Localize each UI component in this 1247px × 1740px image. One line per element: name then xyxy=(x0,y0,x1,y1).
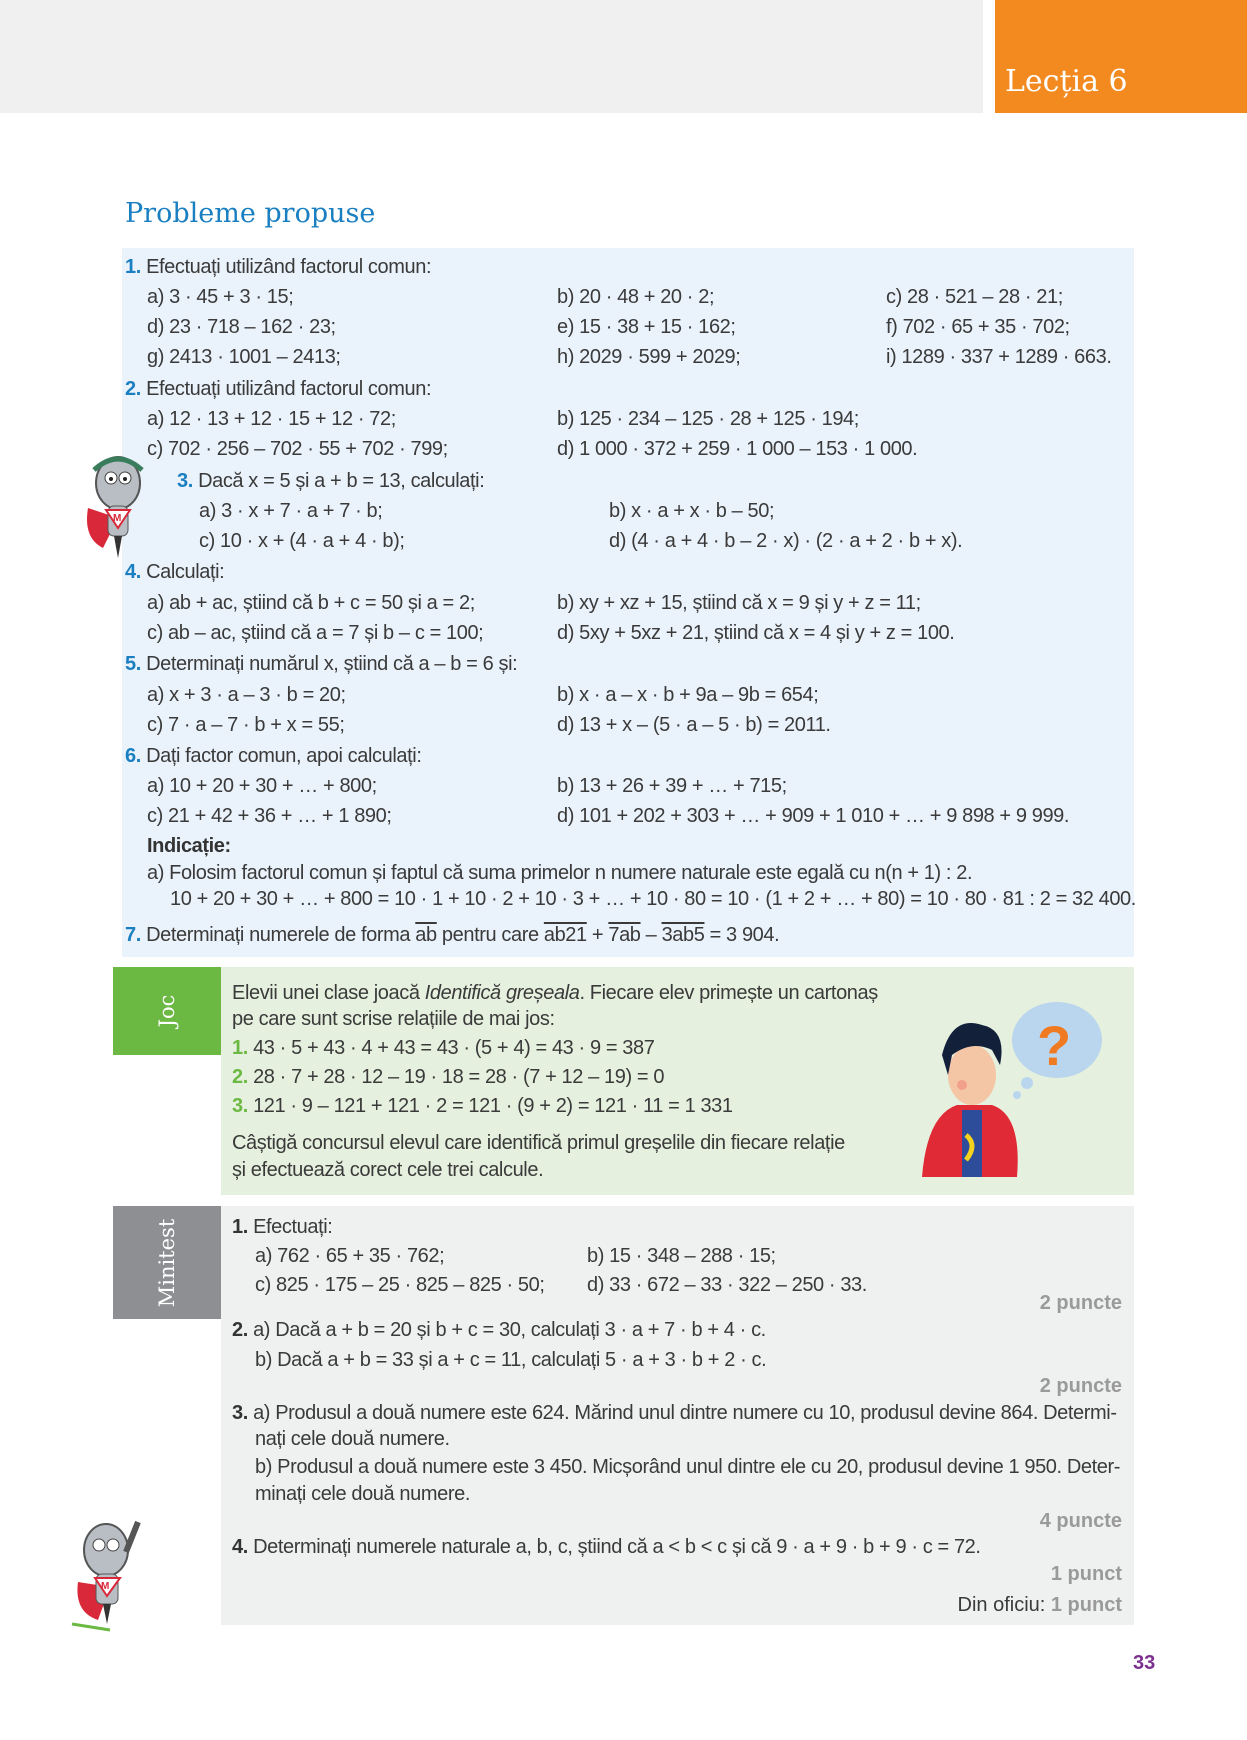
problem-text: pentru care xyxy=(436,924,544,946)
problem-text: Dacă x = 5 și a + b = 13, calculați: xyxy=(198,470,485,492)
item: c) 7 · a – 7 · b + x = 55; xyxy=(147,714,345,736)
points-label: 1 punct xyxy=(1050,1563,1122,1585)
problem-number: 2. xyxy=(125,378,141,400)
mascot-icon xyxy=(70,1512,154,1632)
overlined-number: ab21 xyxy=(543,924,587,946)
minitest-tab xyxy=(113,1206,221,1319)
game-name: Identifică greșeala xyxy=(424,982,580,1004)
item: f) 702 · 65 + 35 · 702; xyxy=(886,316,1070,338)
item: a) 10 + 20 + 30 + … + 800; xyxy=(147,775,377,797)
item: d) 23 · 718 – 162 · 23; xyxy=(147,316,336,338)
svg-text:M: M xyxy=(101,1581,110,1592)
item: a) 3 · 45 + 3 · 15; xyxy=(147,286,294,308)
problem-7 xyxy=(125,922,779,948)
problem-number: 5. xyxy=(125,653,141,675)
item: b) x · a + x · b – 50; xyxy=(609,500,775,522)
item: b) 125 · 234 – 125 · 28 + 125 · 194; xyxy=(557,408,859,430)
game-intro xyxy=(232,980,878,1006)
header-band xyxy=(0,0,983,113)
question-text: b) Dacă a + b = 33 și a + c = 11, calculați 5 · a + 3 · b + 2 · c. xyxy=(255,1349,767,1371)
item-text: 43 · 5 + 43 · 4 + 43 = 43 · (5 + 4) = 43 · 9 = 387 xyxy=(253,1037,655,1059)
item: a) x + 3 · a – 3 · b = 20; xyxy=(147,684,346,706)
question-number: 4. xyxy=(232,1536,248,1558)
item: a) 3 · x + 7 · a + 7 · b; xyxy=(199,500,383,522)
problem-6 xyxy=(125,743,422,769)
item: d) (4 · a + 4 · b – 2 · x) · (2 · a + 2 · b + x). xyxy=(609,530,963,552)
item: c) ab – ac, știind că a = 7 și b – c = 100; xyxy=(147,622,484,644)
problem-text: Determinați numerele de forma xyxy=(146,924,416,946)
points-label: 2 puncte xyxy=(1039,1375,1122,1397)
hint-line: a) Folosim factorul comun și faptul că suma primelor n numere naturale este egală cu n(n + 1) : 2. xyxy=(147,862,973,884)
item-text: 28 · 7 + 28 · 12 – 19 · 18 = 28 · (7 + 12 – 19) = 0 xyxy=(253,1066,665,1088)
oficiu-points: 1 punct xyxy=(1050,1594,1122,1616)
item: d) 1 000 · 372 + 259 · 1 000 – 153 · 1 000. xyxy=(557,438,918,460)
svg-text:?: ? xyxy=(1037,1014,1072,1077)
problem-1 xyxy=(125,254,431,280)
section-title: Probleme propuse xyxy=(125,198,376,229)
game-tab-label: Joc xyxy=(155,994,179,1028)
question-text: Efectuați: xyxy=(253,1216,333,1238)
item: b) xy + xz + 15, știind că x = 9 și y + z = 11; xyxy=(557,592,921,614)
question-text: nați cele două numere. xyxy=(255,1428,450,1450)
lesson-label: Lecția 6 xyxy=(995,0,1247,113)
item: b) 15 · 348 – 288 · 15; xyxy=(587,1245,776,1267)
game-item xyxy=(232,1093,733,1119)
question-text: a) Dacă a + b = 20 și b + c = 30, calculați 3 · a + 7 · b + 4 · c. xyxy=(253,1319,766,1341)
item: c) 702 · 256 – 702 · 55 + 702 · 799; xyxy=(147,438,448,460)
problem-2 xyxy=(125,376,431,402)
hint-line: 10 + 20 + 30 + … + 800 = 10 · 1 + 10 · 2 + 10 · 3 + … + 10 · 80 = 10 · (1 + 2 + … + 80) = 10 · 80 · 81 : 2 = 32 400. xyxy=(170,888,1136,910)
points-label: 2 puncte xyxy=(1039,1292,1122,1314)
problem-number: 1. xyxy=(125,256,141,278)
text: . Fiecare elev primește un cartonaș xyxy=(579,982,878,1004)
problem-number: 3. xyxy=(177,470,193,492)
game-tab xyxy=(113,967,221,1055)
problem-text: Efectuați utilizând factorul comun: xyxy=(146,256,432,278)
question-number: 1. xyxy=(232,1216,248,1238)
overlined-number: 7ab xyxy=(608,924,641,946)
question-number: 2. xyxy=(232,1319,248,1341)
game-item xyxy=(232,1064,664,1090)
item: b) 20 · 48 + 20 · 2; xyxy=(557,286,715,308)
game-outro: Câștigă concursul elevul care identifică primul greșelile din fiecare relație xyxy=(232,1132,845,1154)
minitest-q4 xyxy=(232,1534,981,1560)
problem-5 xyxy=(125,651,517,677)
question-text: b) Produsul a două numere este 3 450. Micșorând unul dintre ele cu 20, produsul devine 1 950. Deter- xyxy=(255,1456,1121,1478)
problem-text: – xyxy=(640,924,662,946)
oficiu-label: Din oficiu: xyxy=(957,1594,1046,1616)
text: Elevii unei clase joacă xyxy=(232,982,425,1004)
page-number: 33 xyxy=(1133,1652,1156,1674)
item: b) x · a – x · b + 9a – 9b = 654; xyxy=(557,684,819,706)
minitest-q3 xyxy=(232,1400,1117,1426)
minitest-tab-label: Minitest xyxy=(155,1218,179,1307)
item: d) 33 · 672 – 33 · 322 – 250 · 33. xyxy=(587,1274,867,1296)
item: c) 10 · x + (4 · a + 4 · b); xyxy=(199,530,405,552)
problem-number: 7. xyxy=(125,924,141,946)
question-text: minați cele două numere. xyxy=(255,1483,470,1505)
item-text: 121 · 9 – 121 + 121 · 2 = 121 · (9 + 2) = 121 · 11 = 1 331 xyxy=(253,1095,733,1117)
problem-text: Determinați numărul x, știind că a – b = 6 și: xyxy=(146,653,518,675)
problem-text: + xyxy=(586,924,609,946)
game-outro: și efectuează corect cele trei calcule. xyxy=(232,1159,544,1181)
points-label: 4 puncte xyxy=(1039,1510,1122,1532)
hint-label: Indicație: xyxy=(147,835,231,857)
item: d) 13 + x – (5 · a – 5 · b) = 2011. xyxy=(557,714,831,736)
item: a) ab + ac, știind că b + c = 50 și a = 2; xyxy=(147,592,475,614)
problem-4 xyxy=(125,559,224,585)
svg-text:M: M xyxy=(113,513,122,524)
minitest-q2 xyxy=(232,1317,766,1343)
game-item xyxy=(232,1035,654,1061)
item: d) 101 + 202 + 303 + … + 909 + 1 010 + … + 9 898 + 9 999. xyxy=(557,805,1070,827)
item: i) 1289 · 337 + 1289 · 663. xyxy=(886,346,1112,368)
mascot-icon xyxy=(78,448,158,564)
minitest-q1 xyxy=(232,1214,332,1240)
game-intro: pe care sunt scrise relațiile de mai jos: xyxy=(232,1008,555,1030)
overlined-number: 3ab5 xyxy=(661,924,705,946)
overlined-number: $\overline{ab}$ xyxy=(415,924,437,946)
thinking-boy-illustration xyxy=(912,995,1112,1177)
question-text: Determinați numerele naturale a, b, c, știind că a < b < c și că 9 · a + 9 · b + 9 · c = 72. xyxy=(253,1536,981,1558)
item: h) 2029 · 599 + 2029; xyxy=(557,346,741,368)
item: c) 28 · 521 – 28 · 21; xyxy=(886,286,1063,308)
item-number: 3. xyxy=(232,1095,248,1117)
question-text: a) Produsul a două numere este 624. Mărind unul dintre numere cu 10, produsul devine 864. Determi- xyxy=(253,1402,1117,1424)
item: a) 12 · 13 + 12 · 15 + 12 · 72; xyxy=(147,408,396,430)
item-number: 2. xyxy=(232,1066,248,1088)
item: a) 762 · 65 + 35 · 762; xyxy=(255,1245,445,1267)
oficiu-line xyxy=(958,1594,1123,1617)
problem-number: 6. xyxy=(125,745,141,767)
item: d) 5xy + 5xz + 21, știind că x = 4 și y + z = 100. xyxy=(557,622,955,644)
problem-text: = 3 904. xyxy=(704,924,780,946)
problem-text: Efectuați utilizând factorul comun: xyxy=(146,378,432,400)
item-number: 1. xyxy=(232,1037,248,1059)
problem-text: Calculați: xyxy=(146,561,225,583)
item: c) 825 · 175 – 25 · 825 – 825 · 50; xyxy=(255,1274,545,1296)
item: e) 15 · 38 + 15 · 162; xyxy=(557,316,736,338)
problem-text: Dați factor comun, apoi calculați: xyxy=(146,745,422,767)
problem-number: 4. xyxy=(125,561,141,583)
question-number: 3. xyxy=(232,1402,248,1424)
problem-3 xyxy=(177,468,484,494)
item: g) 2413 · 1001 – 2413; xyxy=(147,346,341,368)
item: b) 13 + 26 + 39 + … + 715; xyxy=(557,775,787,797)
item: c) 21 + 42 + 36 + … + 1 890; xyxy=(147,805,392,827)
